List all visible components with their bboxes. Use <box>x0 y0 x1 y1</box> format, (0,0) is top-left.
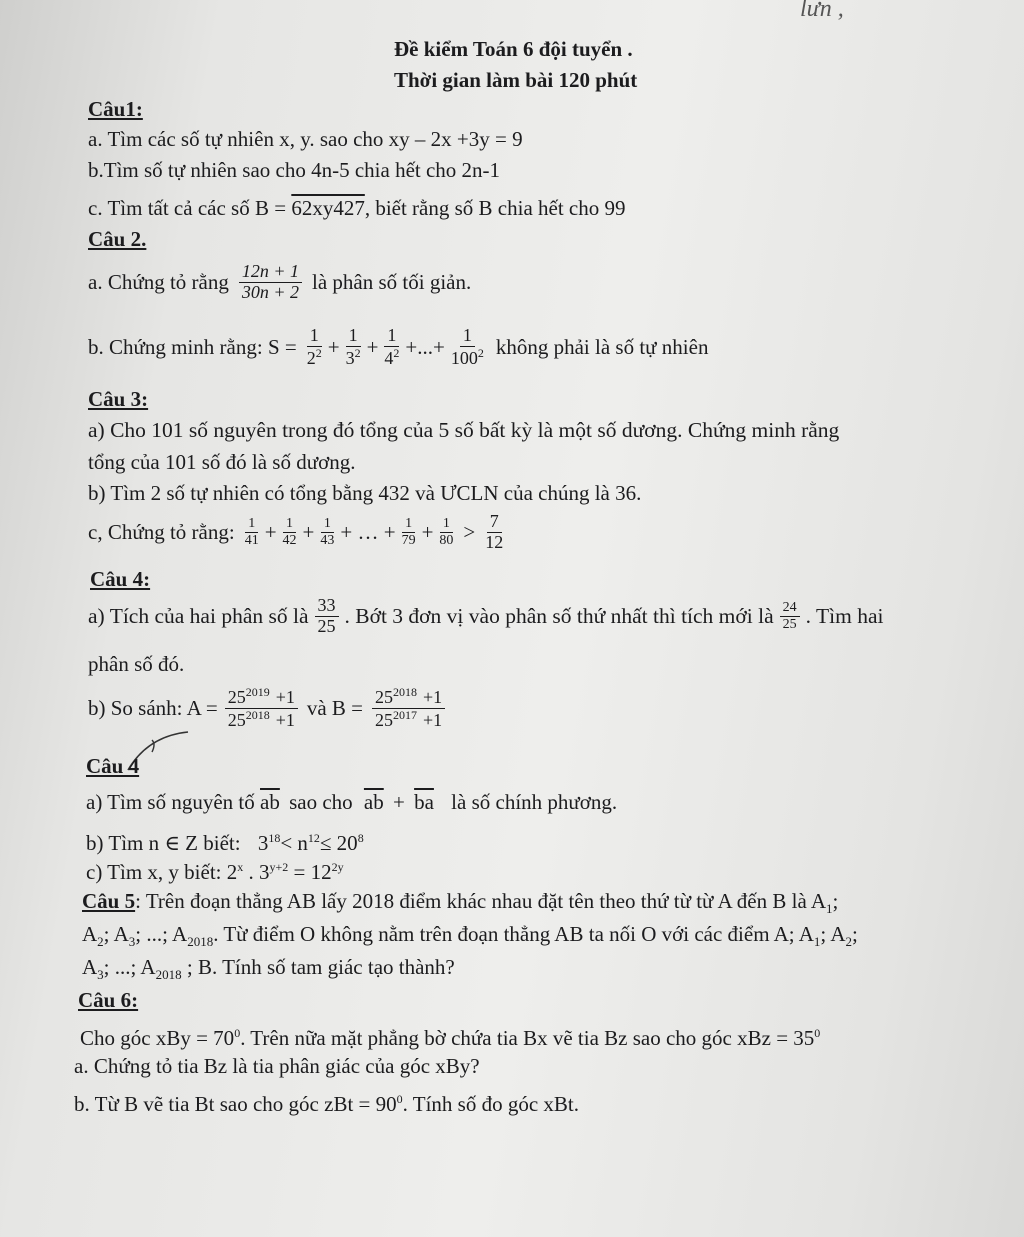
q1-part-a: a. Tìm các số tự nhiên x, y. sao cho xy – 2x +3y = 9 <box>88 127 523 151</box>
q4b-part-b: b) Tìm n ∈ Z biết: $3^{18}< n^{12}\le 20^8$ <box>86 831 364 855</box>
q4-heading: Câu 4: <box>90 567 151 591</box>
q6-part-a: a. Chứng tỏ tia Bz là tia phân giác của góc xBy? <box>74 1054 480 1078</box>
page-title: Đề kiểm Toán 6 đội tuyển . <box>394 37 633 61</box>
q4b-heading: Câu 4 <box>86 754 140 778</box>
corner-scribble: lưn , <box>800 0 844 22</box>
q3-part-a-line2: tổng của 101 số đó là số dương. <box>88 450 356 474</box>
q4-part-a: a) Tích của hai phân số là $\frac{33}{25}$ . Bớt 3 đơn vị vào phân số thứ nhất thì tích mới là $\frac{24}{25}$ . Tìm hai <box>88 595 884 636</box>
q4-part-a-line2: phân số đó. <box>88 652 185 676</box>
q1-part-b: b.Tìm số tự nhiên sao cho 4n-5 chia hết cho 2n-1 <box>88 158 501 182</box>
q1-number-b: 62xy427 <box>291 196 365 220</box>
q3-heading: Câu 3: <box>88 387 149 411</box>
q3-part-c: c, Chứng tỏ rằng: $\frac{1}{41}$ + $\frac{1}{42}$ + $\frac{1}{43}$ + … + $\frac{1}{79}$ + $\frac{1}{80}$ > $\frac{7}{12}$ <box>88 511 504 552</box>
q1-heading: Câu1: <box>88 97 143 121</box>
time-limit: Thời gian làm bài 120 phút <box>394 68 638 92</box>
q4b-part-a: a) Tìm số nguyên tố $\overline{ab}$ sao cho $\overline{ab} + \overline{ba}$ là số chính phương. <box>86 790 618 814</box>
q4-part-b: b) So sánh: A = $\frac{25^{2019} +1}{25^{2018} +1}$ và B = $\frac{25^{2018} +1}{25^{2017} +1}$ <box>88 686 448 731</box>
q5-line1: Câu 5: Trên đoạn thẳng AB lấy 2018 điểm khác nhau đặt tên theo thứ từ từ A đến B là $A_1$; <box>82 889 839 917</box>
q6-intro: Cho góc xBy = $70^0$. Trên nữa mặt phẳng bờ chứa tia Bx vẽ tia Bz sao cho góc xBz = $35^0$ <box>80 1026 821 1050</box>
q6-heading: Câu 6: <box>78 988 139 1012</box>
q6-part-b: b. Từ B vẽ tia Bt sao cho góc zBt = $90^0$. Tính số đo góc xBt. <box>74 1092 580 1116</box>
q1-part-c: c. Tìm tất cả các số B = 62xy427, biết rằng số B chia hết cho 99 <box>88 196 626 220</box>
q2-heading: Câu 2. <box>88 227 147 251</box>
q4b-part-c: c) Tìm x, y biết: 2$^x$ . $3^{y+2} = 12^{2y}$ <box>86 860 344 884</box>
q3-part-a-line1: a) Cho 101 số nguyên trong đó tổng của 5 số bất kỳ là một số dương. Chứng minh rằng <box>88 418 840 442</box>
q2-part-b: b. Chứng minh rằng: S = $\frac{1}{2^2}$ + $\frac{1}{3^2}$ + $\frac{1}{4^2}$ +...+ $\frac{1}{100^2}$ không phải là số tự nhiên <box>88 325 709 368</box>
q2-part-a: a. Chứng tỏ rằng $\frac{12n + 1}{30n + 2}$ là phân số tối giản. <box>88 261 472 302</box>
q5-line3: $A_3$; ...; $A_{2018}$ ; B. Tính số tam giác tạo thành? <box>82 955 455 983</box>
q5-line2: $A_2$; $A_3$; ...; $A_{2018}$. Từ điểm O không nằm trên đoạn thẳng AB ta nối O với các điểm A; $A_1$; $A_2$; <box>82 922 858 950</box>
q3-part-b: b) Tìm 2 số tự nhiên có tổng bằng 432 và ƯCLN của chúng là 36. <box>88 481 642 505</box>
q5-heading: Câu 5 <box>82 889 136 913</box>
q2-fraction: $\frac{12n + 1}{30n + 2}$ <box>239 262 302 303</box>
